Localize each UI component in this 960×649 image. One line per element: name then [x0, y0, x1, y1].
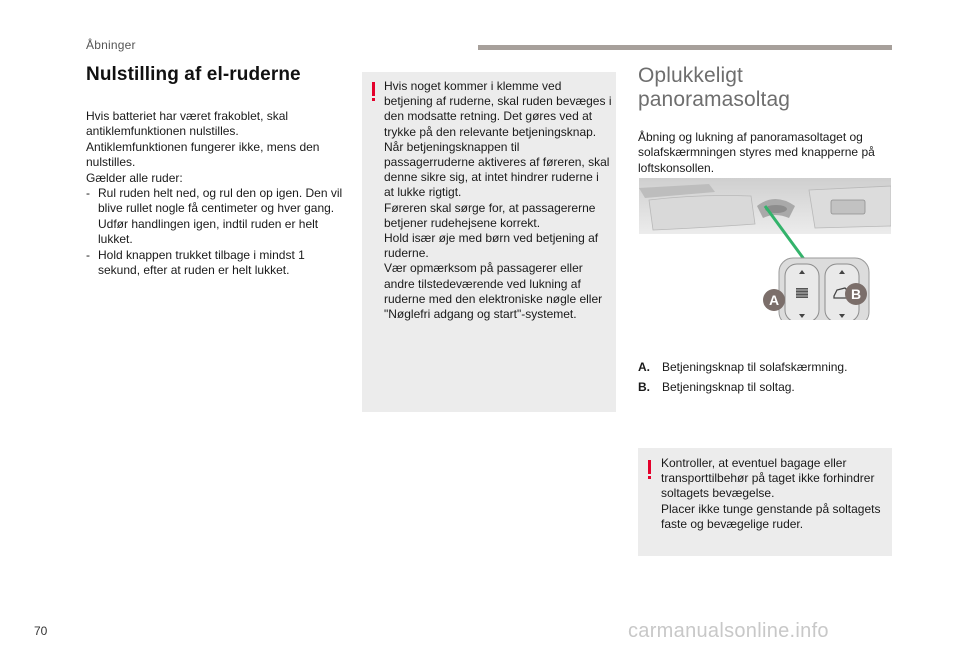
warning-paragraph: Hold især øje med børn ved betjening af ruderne.	[384, 231, 599, 261]
legend-row	[638, 380, 892, 395]
legend-text: Betjeningsknap til soltag.	[662, 380, 795, 394]
warning-paragraph: Kontroller, at eventuel bagage eller transporttilbehør på taget ikke forhindrer soltagets bevægelse.	[661, 456, 875, 501]
warning-text	[384, 79, 612, 322]
legend	[638, 360, 892, 400]
list-dash: -	[86, 247, 90, 262]
warning-text	[661, 456, 889, 532]
left-column	[86, 64, 348, 278]
list-item	[86, 186, 348, 248]
warning-icon	[371, 82, 377, 101]
list-item	[86, 248, 348, 279]
list-dash: -	[86, 186, 90, 201]
section-title-sunroof: Oplukkeligt panoramasoltag	[638, 64, 790, 111]
warning-paragraph: Når betjeningsknappen til passagerruderne aktiveres af føreren, skal denne sikre sig, at intet hindrer ruderne i at lukke rigtigt.	[384, 139, 610, 200]
callout-b: B	[850, 286, 862, 302]
list-item-text: Hold knappen trukket tilbage i mindst 1 sekund, efter at ruden er helt lukket.	[98, 247, 305, 278]
warning-icon	[647, 460, 653, 479]
intro-text: Åbning og lukning af panoramasoltaget og solafskærmningen styres med knapperne på loftskonsollen.	[638, 130, 875, 175]
legend-key: A.	[638, 360, 650, 374]
list-item-text: Rul ruden helt ned, og rul den op igen. Den vil blive rullet nogle få centimeter og hver gang. Udfør handlingen igen, indtil ruden er helt lukket.	[98, 186, 343, 247]
legend-text: Betjeningsknap til solafskærmning.	[662, 360, 848, 374]
section-title: Nulstilling af el-ruderne	[86, 64, 301, 85]
warning-paragraph: Hvis noget kommer i klemme ved betjening af ruderne, skal ruden bevæges i den modsatte retning. Det gøres ved at trykke på den relevante betjeningsknap.	[384, 79, 612, 139]
paragraph: Gælder alle ruder:	[86, 170, 183, 185]
warning-box-sunroof	[638, 448, 892, 556]
roof-console-illustration	[639, 178, 891, 320]
warning-paragraph: Føreren skal sørge for, at passagererne betjener rudehejsene korrekt.	[384, 200, 596, 230]
page-number: 70	[34, 624, 48, 638]
paragraph: Hvis batteriet har været frakoblet, skal antiklemfunktionen nulstilles.	[86, 109, 289, 139]
warning-box	[362, 72, 616, 412]
paragraph: Antiklemfunktionen fungerer ikke, mens den nulstilles.	[86, 139, 320, 170]
section-label: Åbninger	[86, 38, 136, 52]
legend-key: B.	[638, 380, 650, 394]
warning-paragraph: Vær opmærksom på passagerer eller andre tilstedeværende ved lukning af ruderne med den elektroniske nøgle eller "Nøglefri adgang og start"-systemet.	[384, 261, 603, 322]
warning-paragraph: Placer ikke tunge genstande på soltagets faste og bevægelige ruder.	[661, 501, 881, 531]
callout-a: A	[768, 292, 780, 308]
legend-row	[638, 360, 892, 375]
header-rule	[478, 45, 892, 50]
watermark: carmanualsonline.info	[628, 620, 829, 642]
body-text	[86, 109, 348, 278]
right-column	[638, 64, 892, 176]
